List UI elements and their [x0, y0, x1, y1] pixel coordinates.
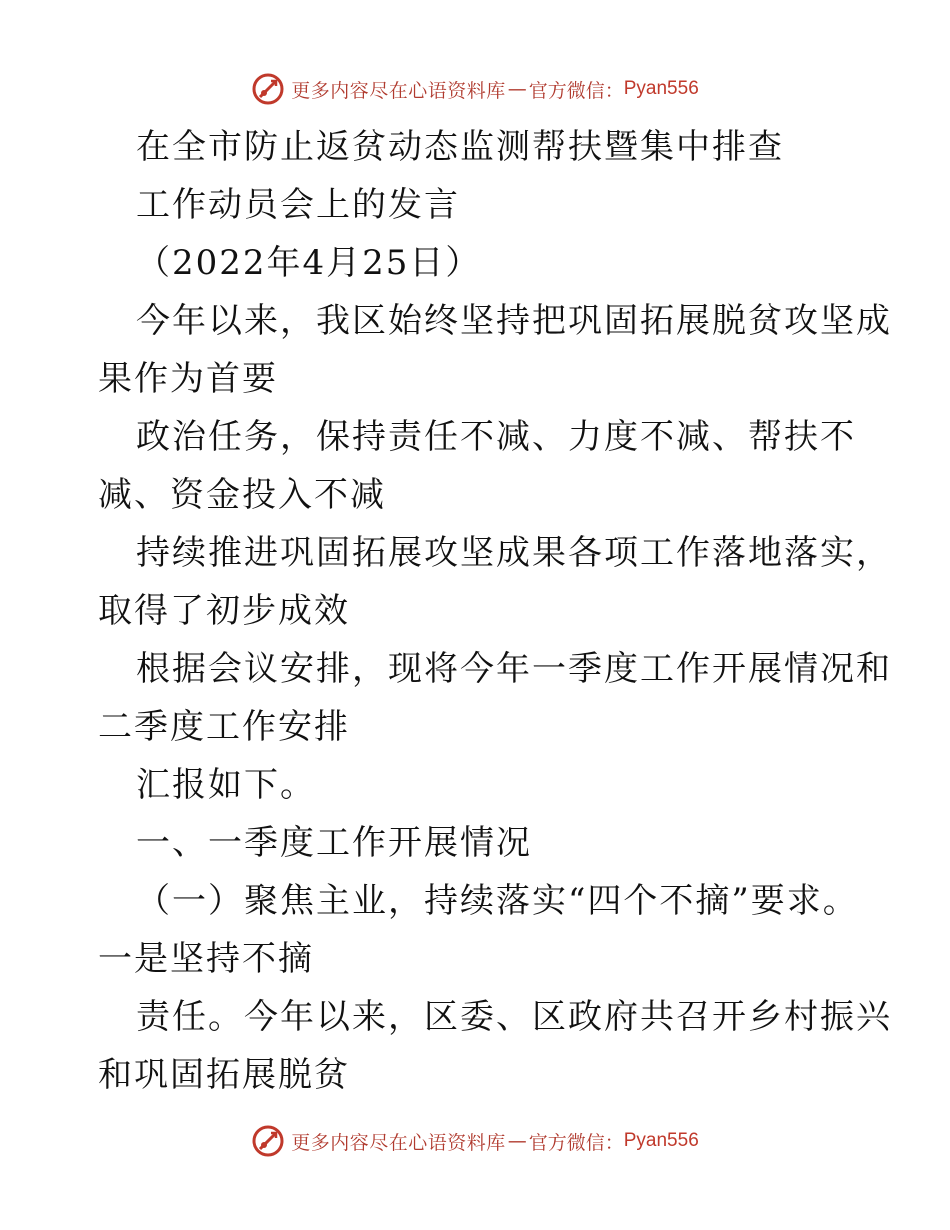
- paragraph-line: 果作为首要: [98, 359, 278, 399]
- paragraph-line: 汇报如下。: [136, 765, 316, 805]
- doc-title-line-1: 在全市防止返贫动态监测帮扶暨集中排查: [136, 127, 784, 167]
- paragraph-line: 一是坚持不摘: [98, 939, 314, 979]
- watermark-id: Pyan556: [623, 1130, 699, 1151]
- paragraph-line: 政治任务，保持责任不减、力度不减、帮扶不: [136, 417, 856, 457]
- paragraph-line: 持续推进巩固拓展攻坚成果各项工作落地落实，: [136, 533, 892, 573]
- doc-title-line-2: 工作动员会上的发言: [136, 185, 460, 225]
- logo-icon: [251, 1124, 285, 1158]
- paragraph-line: 责任。今年以来，区委、区政府共召开乡村振兴: [136, 997, 892, 1037]
- watermark-header: [0, 72, 950, 106]
- paragraph-line: 今年以来，我区始终坚持把巩固拓展脱贫攻坚成: [136, 301, 892, 341]
- watermark-label: 官方微信：: [528, 79, 624, 102]
- watermark-id: Pyan556: [623, 78, 699, 99]
- paragraph-line: 二季度工作安排: [98, 707, 350, 747]
- logo-icon: [251, 72, 285, 106]
- paragraph-line: 取得了初步成效: [98, 591, 350, 631]
- subsection-heading: （一）聚焦主业，持续落实“四个不摘”要求。: [136, 881, 859, 921]
- watermark-label: 官方微信：: [528, 1131, 624, 1154]
- watermark-separator: —: [507, 1130, 527, 1152]
- paragraph-line: 和巩固拓展脱贫: [98, 1055, 350, 1095]
- document-body: [98, 118, 892, 1104]
- paragraph-line: 根据会议安排，现将今年一季度工作开展情况和: [136, 649, 892, 689]
- doc-date: （2022年4月25日）: [136, 243, 482, 283]
- paragraph-line: 减、资金投入不减: [98, 475, 386, 515]
- section-heading: 一、一季度工作开展情况: [136, 823, 532, 863]
- watermark-separator: —: [507, 78, 527, 100]
- watermark-text: 更多内容尽在心语资料库: [291, 79, 506, 102]
- watermark-footer: [0, 1124, 950, 1158]
- watermark-text: 更多内容尽在心语资料库: [291, 1131, 506, 1154]
